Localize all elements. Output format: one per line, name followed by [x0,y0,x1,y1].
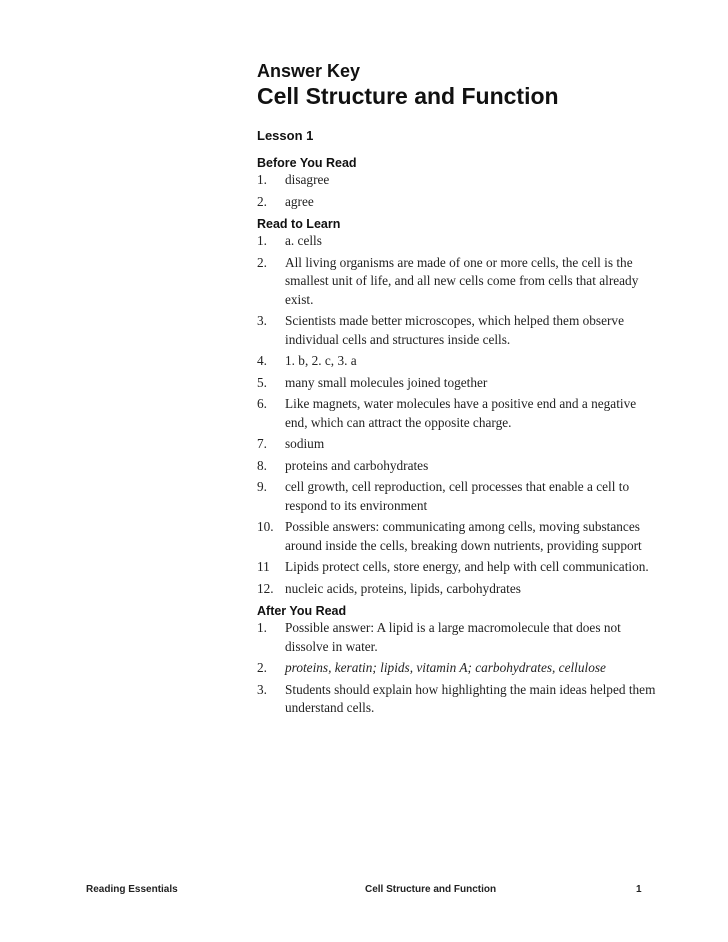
item-number: 1. [257,620,267,635]
item-text: Possible answer: A lipid is a large macromolecule that does not dissolve in water. [285,620,621,654]
list-item [257,580,657,599]
page-title: Cell Structure and Function [257,83,559,109]
answer-key-label: Answer Key [257,61,361,81]
section-heading-before-you-read: Before You Read [257,156,357,170]
list-item [257,352,657,371]
section-heading-read-to-learn: Read to Learn [257,217,341,231]
item-number: 1. [257,233,267,248]
list-item [257,312,657,349]
footer-publication: Reading Essentials [86,884,178,895]
item-number: 7. [257,436,267,451]
read-to-learn-list [257,232,657,598]
item-text: Students should explain how highlighting the main ideas helped them understand cells. [285,681,656,715]
page-number: 1 [636,884,642,895]
item-text: disagree [285,172,330,187]
lesson-heading: Lesson 1 [257,128,314,143]
item-number: 3. [257,681,267,697]
item-number: 2. [257,193,267,209]
list-item [257,457,657,476]
list-item [257,558,657,577]
item-text: agree [285,193,314,209]
item-text: a. cells [285,233,322,248]
item-text: 1. b, 2. c, 3. a [285,353,357,368]
item-text: All living organisms are made of one or more cells, the cell is the smallest unit of life, and all new cells come from cells that already exist. [285,254,639,307]
item-number: 12. [257,580,274,596]
list-item [257,518,657,555]
answer-key-content [257,60,657,724]
item-number: 10. [257,519,274,534]
item-text: sodium [285,436,325,451]
item-text: Lipids protect cells, store energy, and help with cell communication. [285,559,649,574]
item-number: 2. [257,660,267,675]
item-number: 8. [257,457,267,473]
list-item [257,374,657,393]
list-item [257,193,657,212]
section-heading-after-you-read: After You Read [257,604,347,618]
list-item [257,171,657,190]
item-text: Scientists made better microscopes, which helped them observe individual cells and structures inside cells. [285,313,624,347]
list-item [257,681,657,718]
item-text: many small molecules joined together [285,374,488,390]
item-number: 3. [257,313,267,328]
list-item [257,395,657,432]
list-item [257,435,657,454]
item-text: proteins, keratin; lipids, vitamin A; carbohydrates, cellulose [285,660,606,675]
item-number: 4. [257,353,267,368]
item-text: nucleic acids, proteins, lipids, carbohydrates [285,580,521,596]
item-number: 5. [257,374,267,390]
list-item [257,478,657,515]
item-text: cell growth, cell reproduction, cell processes that enable a cell to respond to its environment [285,479,630,513]
item-number: 11 [257,559,270,574]
item-text: Like magnets, water molecules have a positive end and a negative end, which can attract the opposite charge. [285,396,637,430]
item-text: Possible answers: communicating among cells, moving substances around inside the cells, breaking down nutrients, providing support [285,519,642,553]
item-number: 9. [257,479,267,494]
after-you-read-list [257,619,657,718]
list-item [257,619,657,656]
list-item [257,659,657,678]
before-you-read-list [257,171,657,211]
item-number: 1. [257,172,267,187]
footer-chapter-title: Cell Structure and Function [365,884,497,895]
list-item [257,232,657,251]
item-text: proteins and carbohydrates [285,457,429,473]
item-number: 6. [257,396,267,411]
list-item [257,254,657,310]
item-number: 2. [257,254,267,270]
